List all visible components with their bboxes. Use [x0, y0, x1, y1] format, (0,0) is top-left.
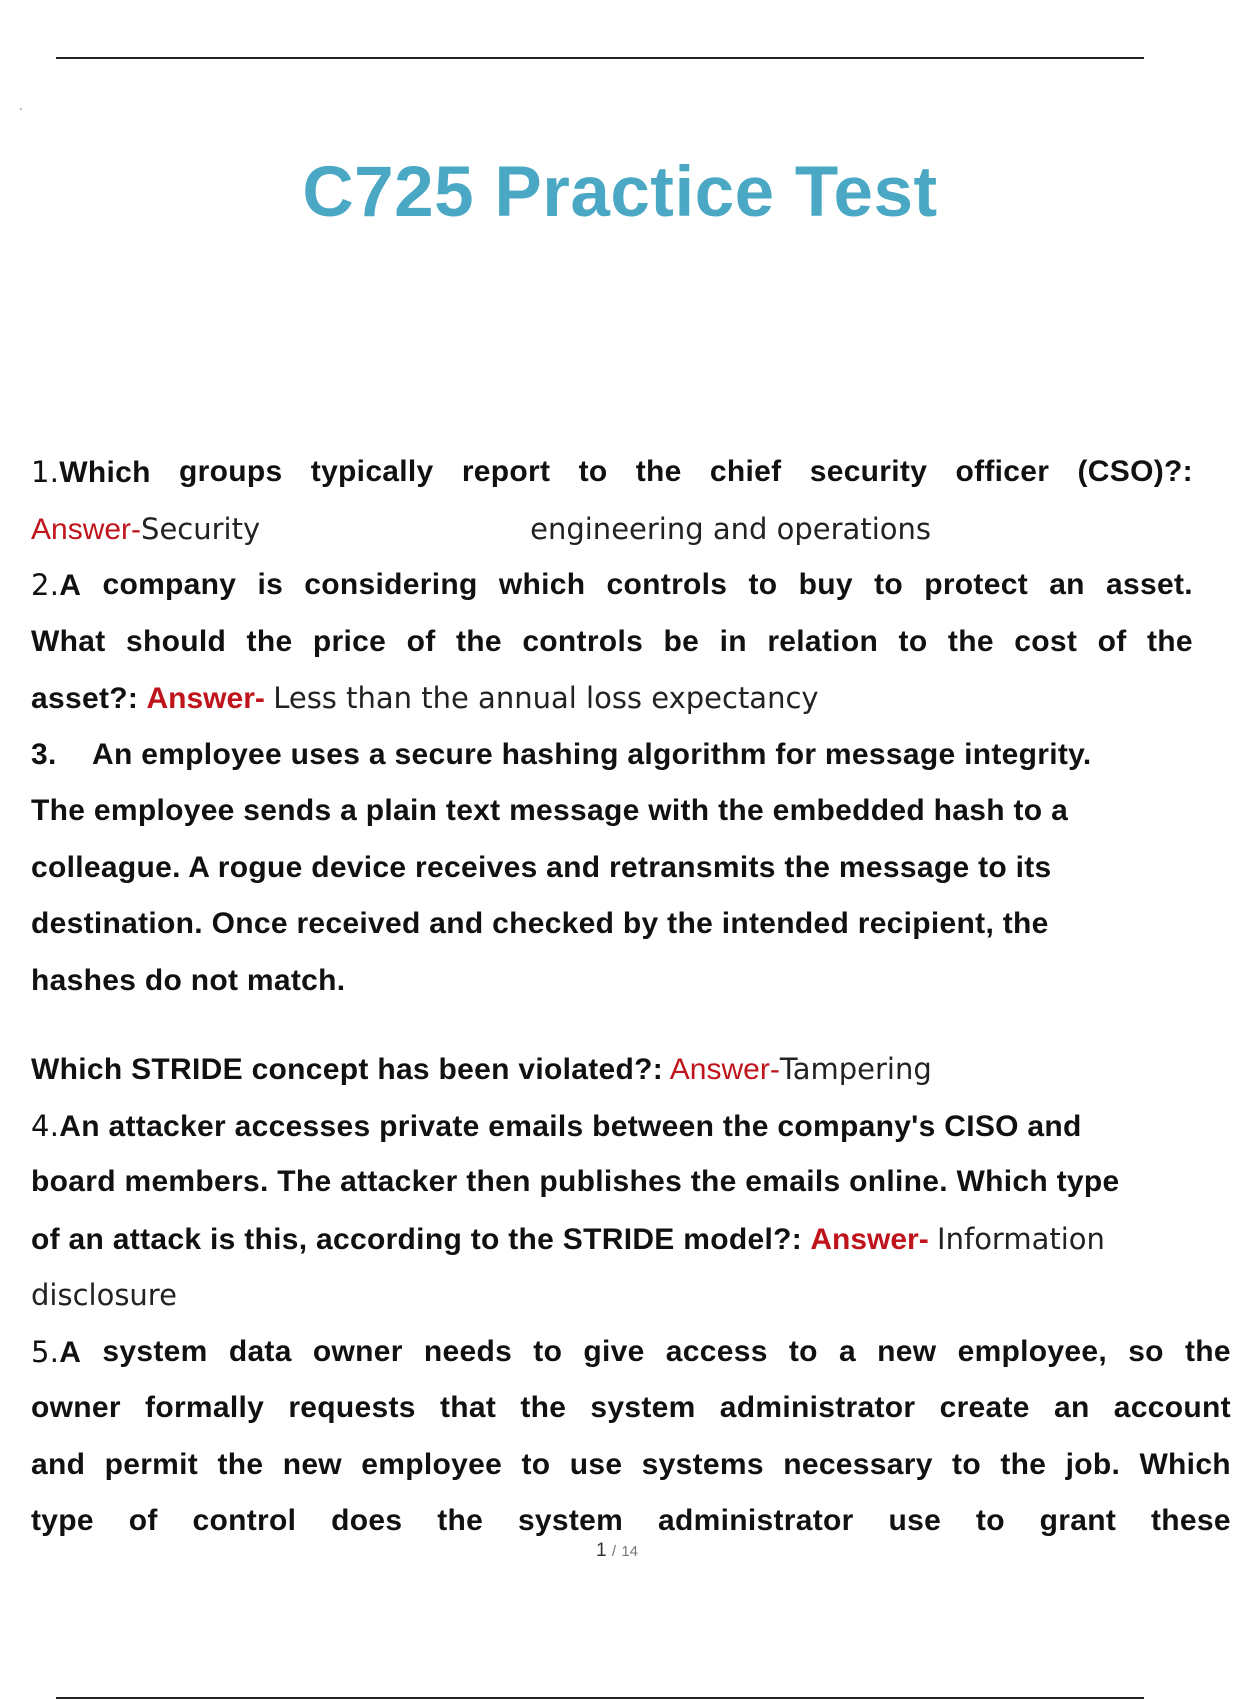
top-rule — [56, 57, 1144, 59]
page-title: C725 Practice Test — [302, 153, 938, 232]
question-text: An attacker accesses private emails between the company's CISO and — [59, 1109, 1082, 1143]
word: A — [59, 1335, 82, 1369]
word: does — [331, 1504, 403, 1537]
word: a — [838, 1334, 856, 1368]
word: protect — [924, 568, 1028, 601]
word: report — [461, 455, 551, 488]
question-number: 3. — [31, 737, 57, 771]
word: permit — [104, 1447, 199, 1481]
word: owner — [31, 1391, 121, 1424]
page-separator: / — [611, 1543, 617, 1560]
word: administrator — [719, 1391, 916, 1424]
word: be — [663, 624, 700, 658]
word: system — [590, 1391, 696, 1424]
word: buy — [798, 568, 853, 601]
word: account — [1113, 1391, 1231, 1424]
word: formally — [145, 1391, 265, 1424]
word: the — [1000, 1447, 1047, 1481]
word: Which — [59, 456, 151, 489]
word: relation — [767, 624, 879, 658]
word: to — [975, 1504, 1005, 1537]
word: in — [719, 624, 747, 658]
word: the — [1146, 624, 1193, 658]
word: that — [439, 1391, 497, 1424]
word: to — [578, 455, 608, 488]
word: to — [748, 568, 778, 601]
answer-label: Answer- — [31, 512, 142, 546]
page-current: 1 — [596, 1540, 607, 1561]
word: owner — [312, 1334, 403, 1368]
answer-label: Answer- — [810, 1222, 929, 1256]
word: What — [31, 624, 106, 658]
word: controls — [606, 568, 728, 601]
question-3-line-3: colleague. A rogue device receives and retransmits the message to its — [31, 850, 1052, 884]
word: of — [406, 624, 436, 658]
question-1-answer-line — [31, 501, 1200, 558]
word: groups — [179, 455, 283, 488]
question-2-line-2 — [31, 614, 1193, 671]
word: system — [102, 1334, 208, 1368]
word: an — [1049, 568, 1085, 601]
word: the — [455, 624, 502, 658]
answer-label: Answer- — [146, 682, 265, 715]
answer-label: Answer- — [669, 1053, 780, 1086]
word: type — [31, 1504, 94, 1537]
word: and — [31, 1447, 86, 1481]
word: to — [521, 1447, 551, 1481]
question-number: 1. — [31, 455, 60, 489]
word: create — [939, 1391, 1030, 1424]
word: control — [192, 1504, 297, 1537]
answer-text: Information — [937, 1221, 1105, 1256]
word: of — [1097, 624, 1127, 658]
word: typically — [310, 455, 434, 488]
page-total: 14 — [621, 1543, 638, 1560]
question-2 — [31, 557, 1200, 727]
question-number: 2. — [31, 568, 60, 602]
question-5-line-1 — [31, 1324, 1231, 1381]
word: the — [635, 455, 682, 488]
word: the — [217, 1447, 264, 1481]
word: use — [569, 1447, 623, 1481]
page-number — [0, 1540, 1234, 1562]
question-3-answer-line — [31, 1041, 1200, 1098]
question-2-line-3 — [31, 670, 1200, 727]
word: to — [874, 568, 903, 601]
question-3-line-2: The employee sends a plain text message with the embedded hash to a — [31, 794, 1069, 827]
word: grant — [1039, 1504, 1117, 1537]
word: the — [437, 1504, 484, 1537]
word: considering — [304, 568, 478, 601]
word: new — [877, 1334, 937, 1368]
questions-content — [31, 444, 1231, 1550]
word: to — [952, 1447, 981, 1481]
question-number: 5. — [31, 1334, 60, 1369]
answer-text-continued: engineering and operations — [530, 511, 931, 546]
question-3 — [31, 727, 1200, 1098]
word: Which — [1139, 1447, 1231, 1481]
word: so — [1128, 1334, 1164, 1368]
word: requests — [288, 1391, 416, 1424]
question-text: An employee uses a secure hashing algorithm for message integrity. — [92, 737, 1092, 771]
question-1-line-1 — [31, 444, 1193, 501]
word: necessary — [783, 1447, 933, 1481]
question-number: 4. — [31, 1108, 60, 1143]
word: the — [246, 624, 293, 658]
word: employee, — [957, 1334, 1108, 1368]
word: to — [533, 1334, 563, 1368]
answer-text: Less than the annual loss expectancy — [273, 681, 819, 715]
question-1 — [31, 444, 1200, 557]
word: needs — [423, 1334, 513, 1368]
paragraph-gap — [31, 1009, 1200, 1041]
answer-text: Security — [141, 511, 261, 546]
word: is — [257, 568, 284, 601]
word: to — [788, 1334, 818, 1368]
word: the — [520, 1391, 567, 1424]
word: cost — [1014, 624, 1078, 658]
word: officer — [955, 455, 1050, 488]
question-4-line-3 — [31, 1211, 1200, 1268]
word: asset. — [1106, 568, 1193, 601]
question-text: asset?: — [31, 682, 139, 715]
word: an — [1053, 1391, 1090, 1424]
word: (CSO)?: — [1077, 455, 1193, 488]
word: security — [809, 455, 928, 488]
question-4 — [31, 1098, 1200, 1324]
question-5-line-2 — [31, 1380, 1231, 1437]
bottom-rule — [56, 1697, 1144, 1699]
question-3-line-1 — [31, 727, 1200, 784]
answer-text-continued: disclosure — [31, 1278, 177, 1312]
word: use — [888, 1504, 942, 1537]
scan-artifact — [20, 108, 22, 110]
word: access — [665, 1334, 768, 1368]
question-5 — [31, 1324, 1231, 1550]
word: the — [1184, 1334, 1231, 1368]
word: company — [102, 568, 237, 601]
word: A — [59, 569, 82, 602]
question-3-line-5: hashes do not match. — [31, 963, 346, 997]
question-5-line-3 — [31, 1437, 1231, 1494]
question-4-line-1 — [31, 1098, 1200, 1155]
word: give — [583, 1334, 645, 1368]
word: new — [282, 1447, 342, 1481]
word: employee — [361, 1447, 503, 1481]
answer-text: Tampering — [779, 1052, 932, 1086]
question-2-line-1 — [31, 557, 1193, 614]
word: the — [947, 624, 994, 658]
question-3-line-4: destination. Once received and checked by the intended recipient, the — [31, 907, 1049, 940]
word: controls — [522, 624, 644, 658]
word: these — [1151, 1504, 1231, 1537]
word: systems — [641, 1447, 764, 1481]
word: which — [498, 568, 586, 601]
question-text: of an attack is this, according to the STRIDE model?: — [31, 1222, 802, 1256]
word: price — [312, 624, 387, 658]
word: administrator — [658, 1504, 854, 1537]
word: job. — [1065, 1447, 1121, 1481]
question-4-line-4 — [31, 1267, 1200, 1324]
word: to — [898, 624, 928, 658]
word: of — [128, 1504, 158, 1537]
word: data — [228, 1334, 292, 1368]
question-4-line-2: board members. The attacker then publishes the emails online. Which type — [31, 1165, 1120, 1198]
word: chief — [709, 455, 782, 488]
question-text: Which STRIDE concept has been violated?: — [31, 1053, 664, 1086]
word: system — [517, 1504, 624, 1537]
word: should — [125, 624, 227, 658]
